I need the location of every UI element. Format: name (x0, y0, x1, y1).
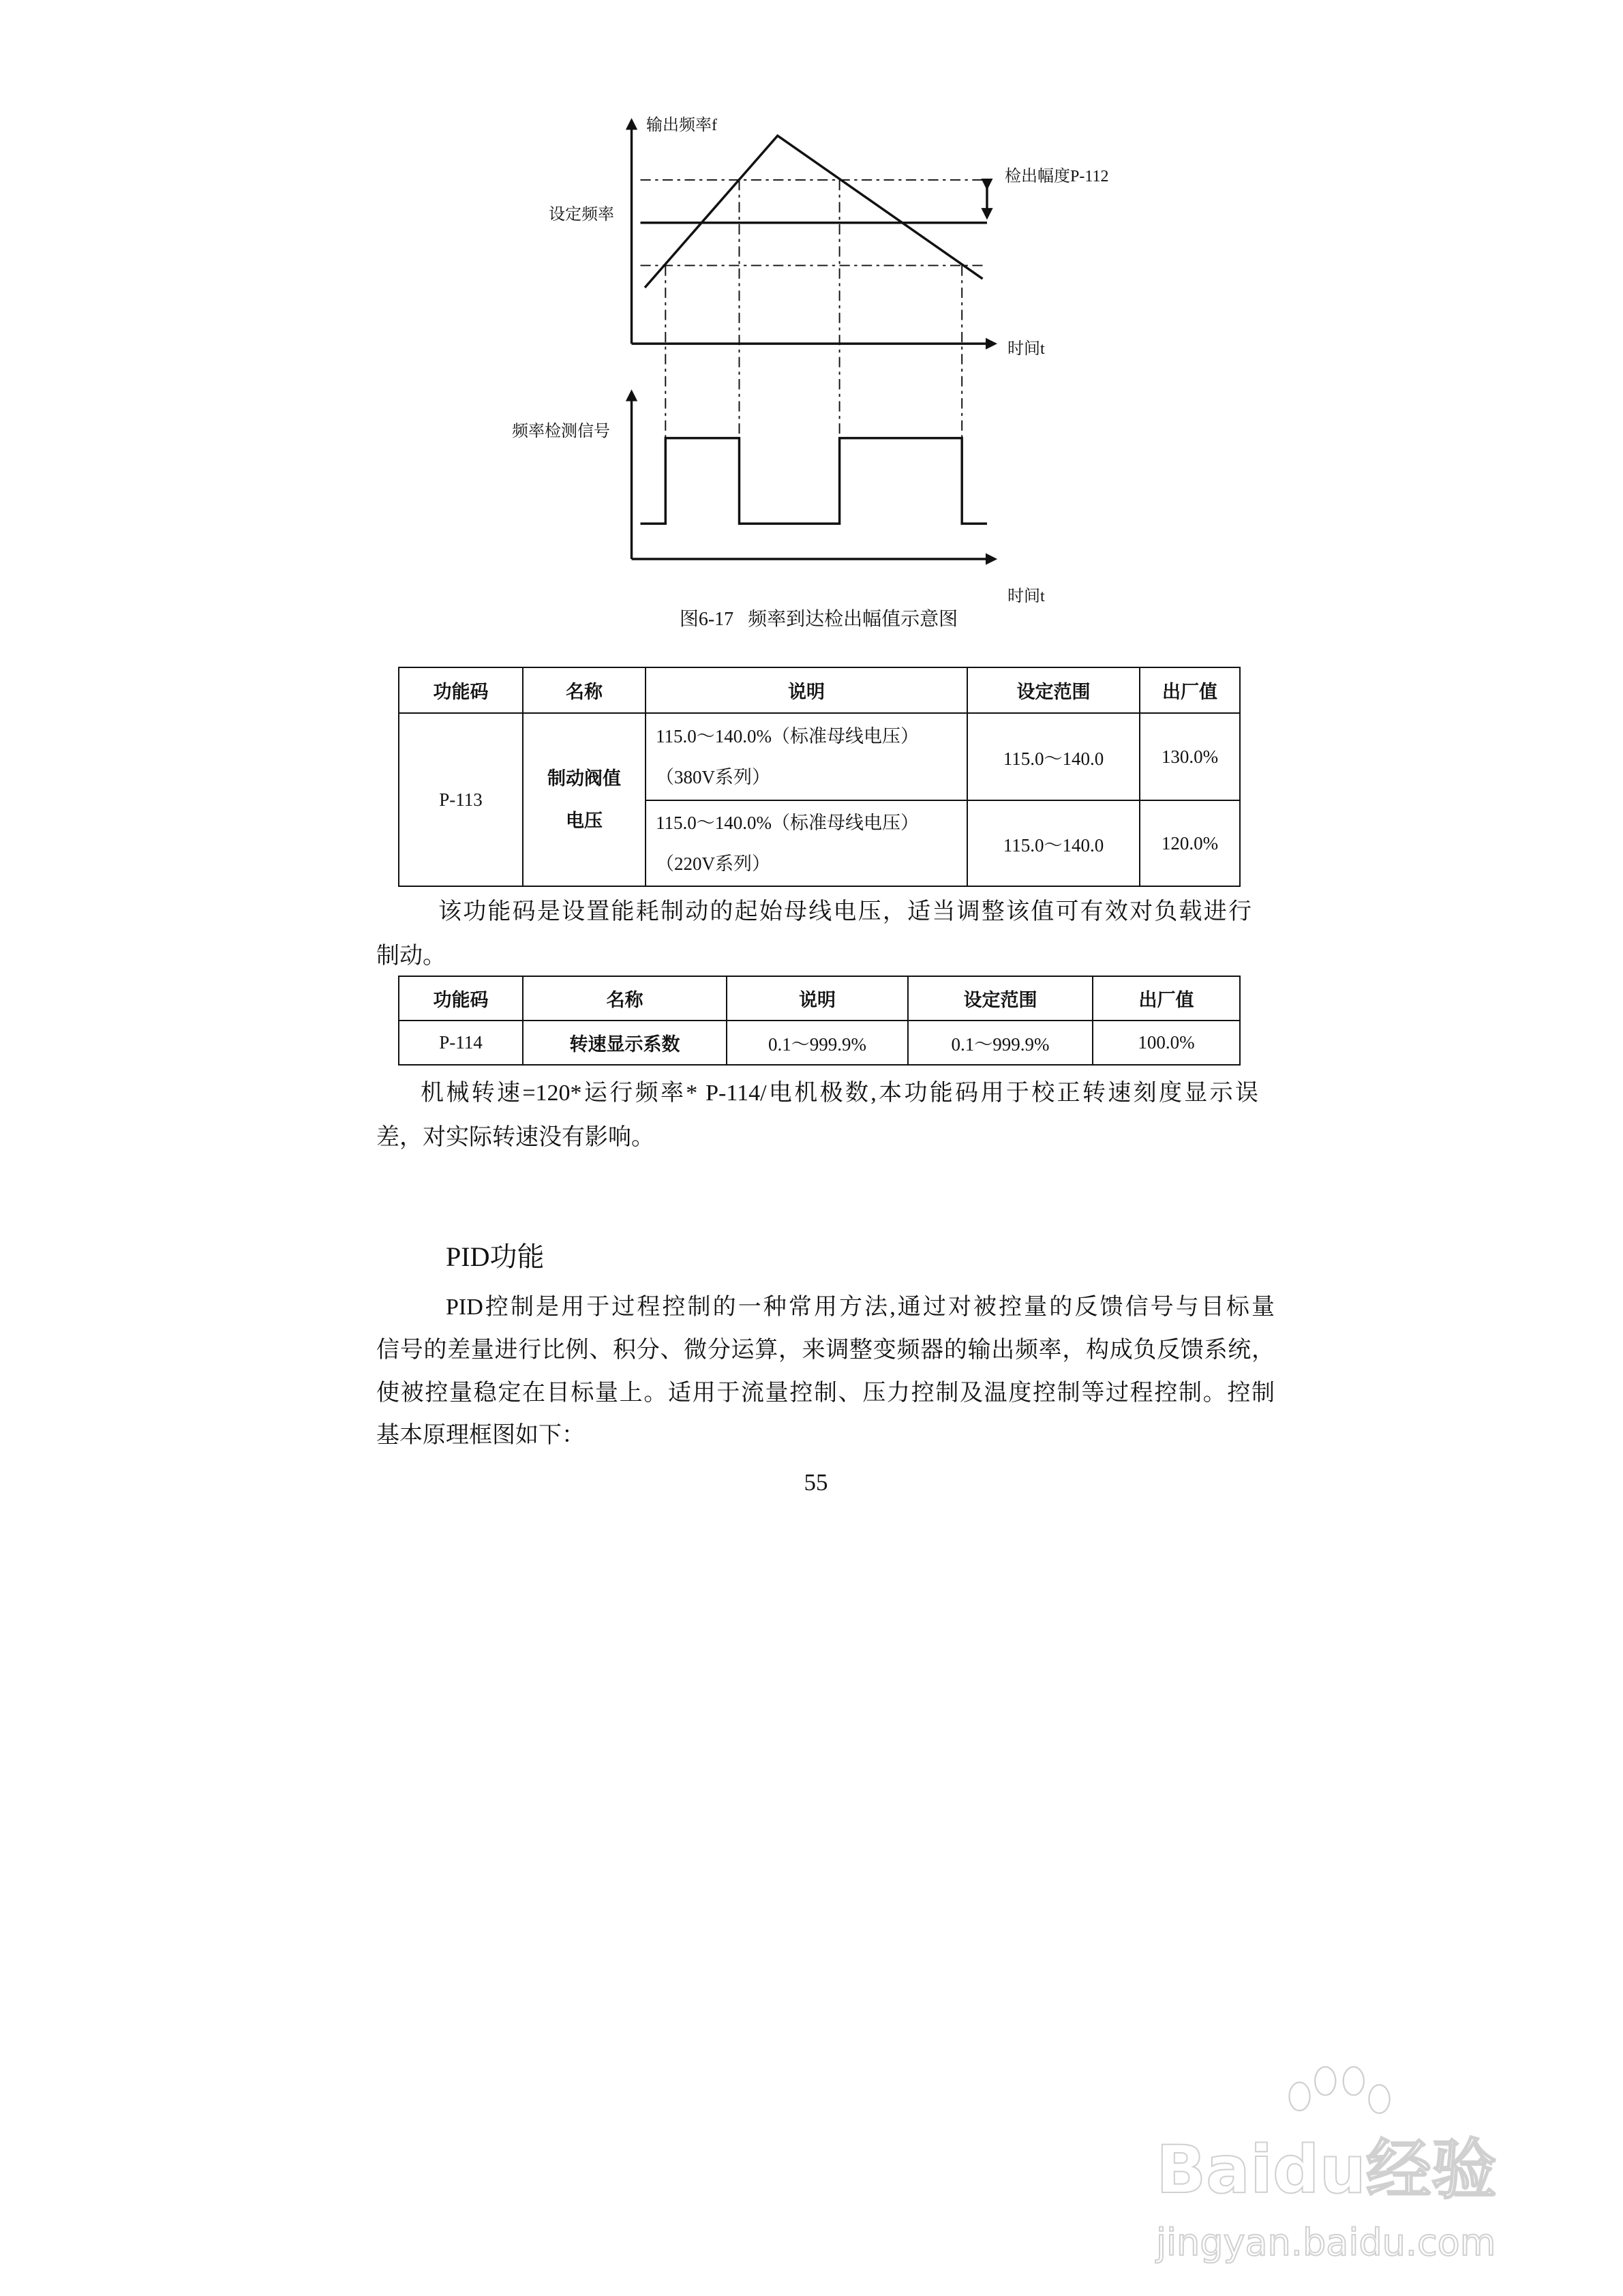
header-cell: 功能码 (399, 667, 523, 713)
description-line: （380V系列） (656, 767, 770, 787)
code-cell: P-114 (399, 1021, 523, 1065)
parameter-table-p114 (398, 976, 1241, 1066)
paragraph-line: 基本原理框图如下： (376, 1423, 585, 1448)
default-cell: 130.0% (1140, 713, 1240, 800)
header-cell: 功能码 (399, 976, 523, 1021)
description-cell (646, 800, 967, 886)
time-axis-label: 时间t (1007, 340, 1045, 358)
paragraph-line: 信号的差量进行比例、积分、微分运算，来调整变频器的输出频率，构成负反馈系统， (376, 1338, 1275, 1363)
section-heading: PID功能 (446, 1241, 545, 1272)
frequency-detection-diagram (0, 0, 1623, 649)
header-cell: 设定范围 (908, 976, 1093, 1021)
parameter-table-p113 (398, 667, 1241, 887)
code-cell: P-113 (399, 713, 523, 886)
page-number: 55 (804, 1469, 828, 1496)
range-cell: 0.1～999.9% (908, 1021, 1093, 1065)
description-line: （220V系列） (656, 854, 770, 874)
range-cell: 115.0～140.0 (967, 713, 1140, 800)
header-cell: 设定范围 (967, 667, 1140, 713)
range-cell: 115.0～140.0 (967, 800, 1140, 886)
name-line: 制动阀值 (547, 768, 621, 789)
table-row (399, 1021, 1240, 1065)
figure-caption: 图6-17 频率到达检出幅值示意图 (679, 609, 958, 630)
watermark-url: jingyan.baidu.com (1156, 2221, 1496, 2264)
paragraph-line: PID控制是用于过程控制的一种常用方法,通过对被控量的反馈信号与目标量 (446, 1295, 1275, 1320)
set-frequency-label: 设定频率 (549, 206, 614, 224)
header-cell: 名称 (523, 976, 727, 1021)
paragraph-line: 使被控量稳定在目标量上。适用于流量控制、压力控制及温度控制等过程控制。控制 (376, 1380, 1275, 1406)
watermark-brand: Baidu经验 (1156, 2132, 1497, 2208)
description-line: 115.0～140.0%（标准母线电压） (656, 813, 919, 833)
paragraph-line: 制动。 (376, 943, 446, 969)
paragraph-line: 该功能码是设置能耗制动的起始母线电压，适当调整该值可有效对负载进行 (438, 899, 1252, 924)
table-header-row (399, 667, 1240, 713)
name-cell (523, 713, 646, 886)
description-cell (646, 713, 967, 800)
y-axis-label: 输出频率f (646, 117, 717, 134)
paragraph-line: 机械转速=120*运行频率* P-114/电机极数,本功能码用于校正转速刻度显示误 (421, 1081, 1258, 1106)
header-cell: 说明 (727, 976, 908, 1021)
header-cell: 出厂值 (1140, 667, 1240, 713)
header-cell: 说明 (646, 667, 967, 713)
name-cell: 转速显示系数 (523, 1021, 727, 1065)
header-cell: 名称 (523, 667, 646, 713)
header-cell: 出厂值 (1093, 976, 1240, 1021)
detection-signal-pulse (641, 438, 987, 524)
name-line: 电压 (566, 811, 603, 831)
table-header-row (399, 976, 1240, 1021)
default-cell: 100.0% (1093, 1021, 1240, 1065)
output-frequency-curve (645, 136, 982, 288)
description-line: 115.0～140.0%（标准母线电压） (656, 726, 919, 746)
paragraph-line: 差，对实际转速没有影响。 (376, 1125, 654, 1150)
paw-icon (1281, 2066, 1397, 2134)
default-cell: 120.0% (1140, 800, 1240, 886)
time-axis-label: 时间t (1007, 588, 1045, 605)
description-cell: 0.1～999.9% (727, 1021, 908, 1065)
signal-label: 频率检测信号 (512, 423, 610, 440)
table-row (399, 713, 1240, 800)
amplitude-label: 检出幅度P-112 (1005, 168, 1109, 185)
